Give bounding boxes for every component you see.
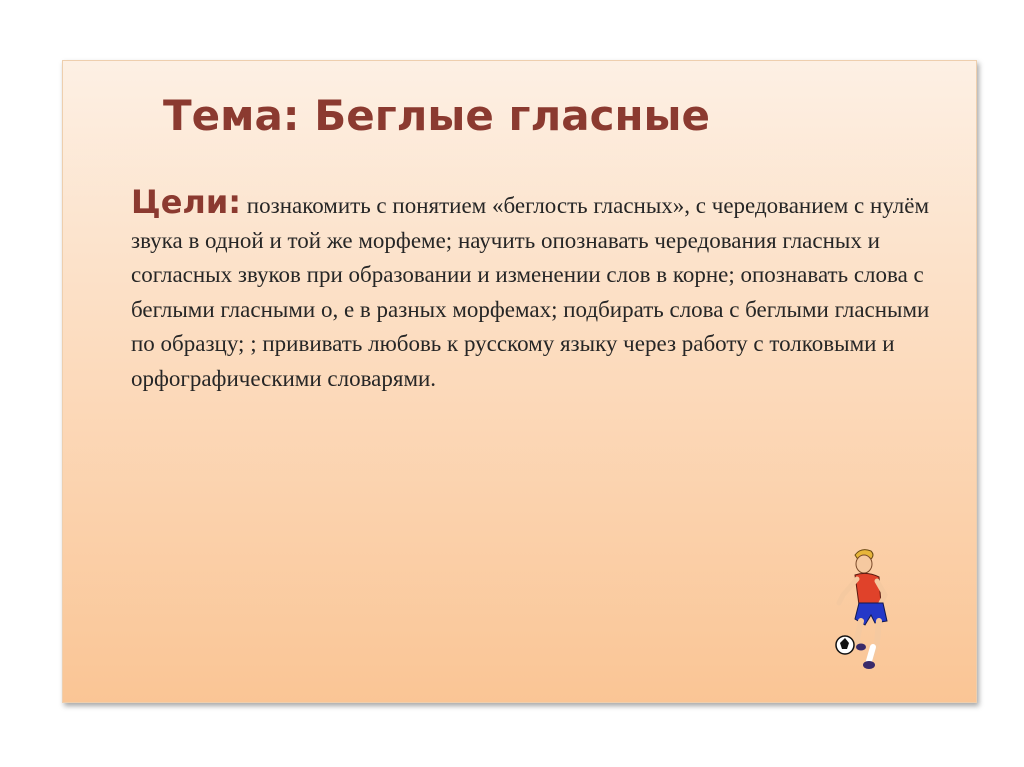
soccer-player-icon bbox=[831, 547, 901, 677]
goals-paragraph bbox=[131, 185, 931, 396]
slide bbox=[62, 60, 977, 703]
goals-label: Цели: bbox=[131, 183, 242, 221]
slide-title: Тема: Беглые гласные bbox=[163, 91, 710, 140]
goals-text: познакомить с понятием «беглость гласных», с чередованием с нулём звука в одной и той же морфеме; научить опознавать чередования гласных и согласных звуков при образовании и изменении слов в корне; опознавать слова с беглыми гласными о, е в разных морфемах; подбирать слова с беглыми гласными по образцу; ; прививать любовь к русскому языку через работу с толковыми и орфографическими словарями. bbox=[131, 193, 930, 391]
